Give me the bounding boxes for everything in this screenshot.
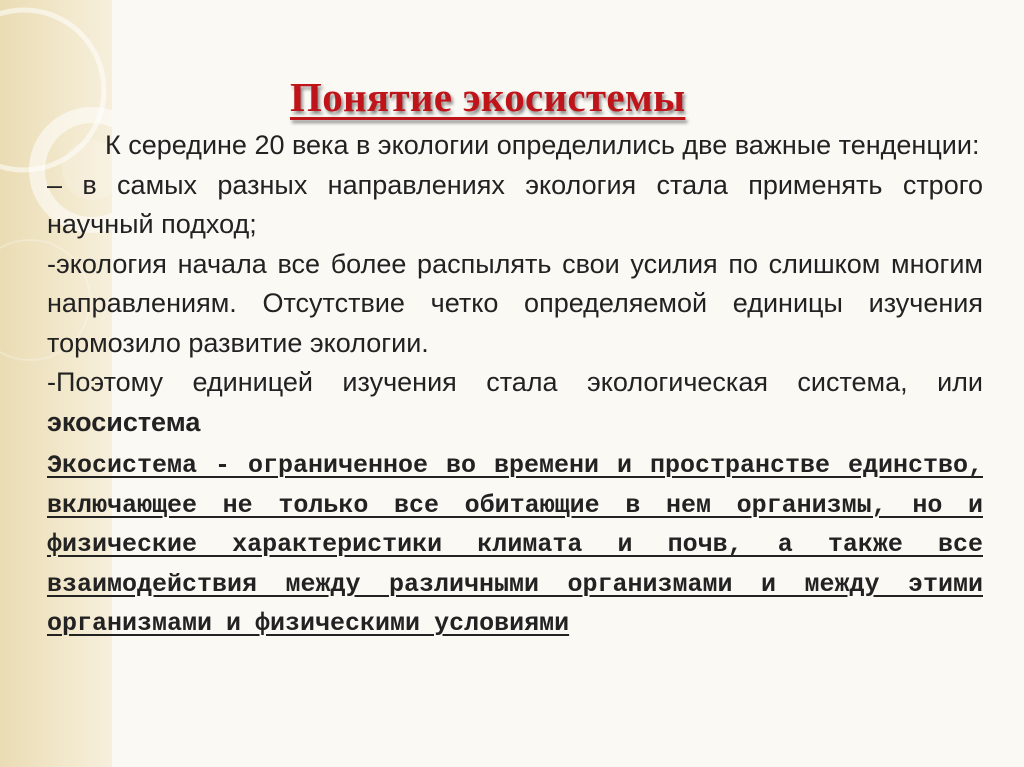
slide-body: [47, 126, 983, 644]
intro-text: [47, 126, 983, 442]
ecosystem-definition: Экосистема - ограниченное во времени и пространстве единство, включающее не только все обитающие в нем организмы, но и физические характеристики климата и почв, а также все взаимодействия между различными организмами и между этими организмами и физическими условиями: [47, 451, 983, 638]
paragraph-ecosystem-unit: [47, 363, 983, 442]
slide-title: Понятие экосистемы: [290, 74, 686, 120]
paragraph-ecosystem-unit-text: -Поэтому единицей изучения стала экологическая система, или: [47, 367, 983, 397]
ecosystem-term: экосистема: [47, 406, 201, 437]
paragraph-dispersal: -экология начала все более распылять свои усилия по слишком многим направлениям. Отсутствие четко определяемой единицы изучения тормозило развитие экологии.: [47, 248, 983, 358]
paragraph-trends: К середине 20 века в экологии определились две важные тенденции:: [105, 130, 980, 160]
paragraph-scientific-approach: – в самых разных направлениях экология стала применять строго научный подход;: [47, 169, 983, 239]
